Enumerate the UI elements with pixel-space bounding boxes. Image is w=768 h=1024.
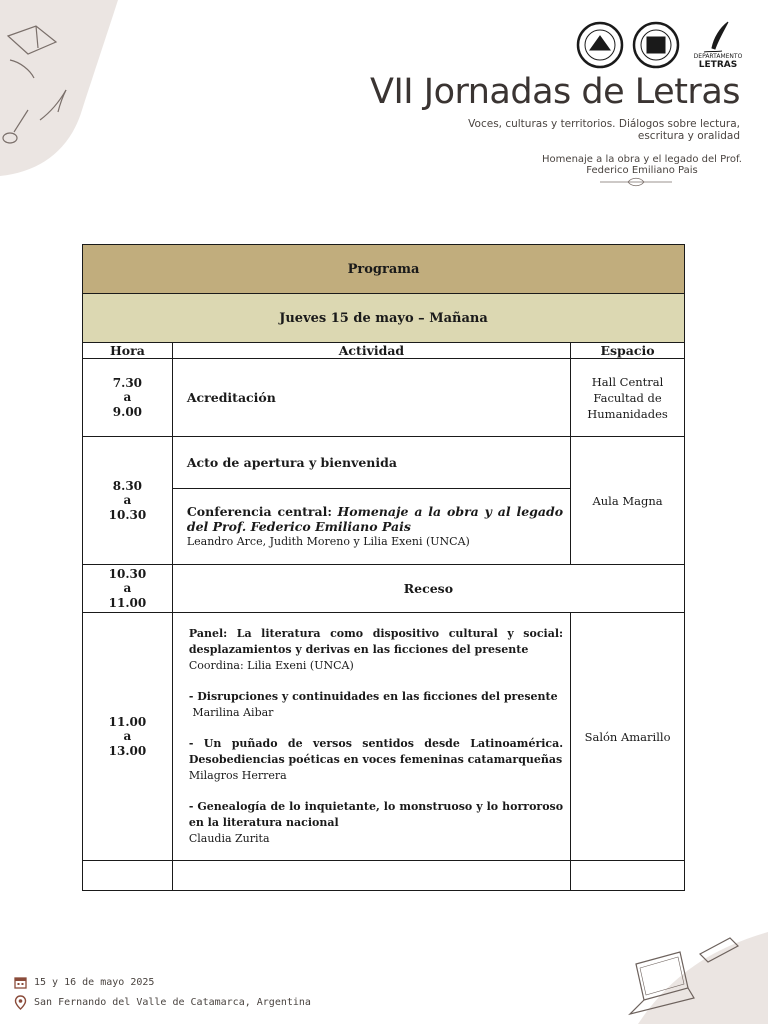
footer-location: San Fernando del Valle de Catamarca, Argentina [34, 996, 311, 1008]
table-row-apertura [83, 437, 685, 489]
panel-block: - Genealogía de lo inquietante, lo monstruoso y lo horroroso en la literatura nacional Claudia Zurita [188, 800, 564, 845]
espacio-cell: Aula Magna [571, 437, 685, 565]
table-row-empty [83, 861, 685, 891]
column-header-hora: Hora [83, 343, 173, 359]
conference-title: Homenaje a la obra y al legado del Prof. Federico Emiliano Pais [186, 504, 564, 534]
map-pin-icon [14, 995, 27, 1010]
espacio-cell: Hall Central Facultad de Humanidades [571, 359, 685, 437]
activity-receso: Receso [172, 565, 684, 613]
column-header-actividad: Actividad [172, 343, 570, 359]
department-logo-line1: DEPARTAMENTO [693, 53, 743, 60]
institution-logos [576, 18, 746, 72]
flourish-divider [598, 176, 674, 188]
program-heading: Programa [83, 245, 685, 294]
event-subtitle: Voces, culturas y territorios. Diálogos sobre lectura, escritura y oralidad [468, 118, 740, 142]
conference-label: Conferencia central: [186, 504, 332, 519]
hora-cell: 10.30 a 11.00 [83, 565, 173, 613]
panel-block: Panel: La literatura como dispositivo cultural y social: desplazamientos y derivas en las ficciones del presente Coordina: Lilia Exeni (UNCA) [188, 627, 564, 672]
decorative-laptop-illustration [608, 924, 768, 1024]
table-row-receso [83, 565, 685, 613]
espacio-cell: Salón Amarillo [571, 613, 685, 861]
day-heading: Jueves 15 de mayo – Mañana [83, 294, 685, 343]
university-seal-icon [578, 23, 622, 67]
activity-conferencia [172, 489, 570, 565]
table-row-acreditacion [83, 359, 685, 437]
decorative-corner-illustration [0, 0, 140, 180]
department-logo-line2: LETRAS [698, 60, 738, 70]
event-title: VII Jornadas de Letras [370, 72, 740, 112]
quill-icon [704, 22, 728, 52]
activity-panel [172, 613, 570, 861]
panel-block: - Disrupciones y continuidades en las ficciones del presente Marilina Aibar [188, 690, 558, 719]
footer-dates: 15 y 16 de mayo 2025 [34, 976, 155, 988]
faculty-seal-icon [634, 23, 678, 67]
program-table [82, 244, 685, 891]
hora-cell: 11.00 a 13.00 [83, 613, 173, 861]
conference-speakers: Leandro Arce, Judith Moreno y Lilia Exeni (UNCA) [186, 535, 470, 548]
table-row-panel [83, 613, 685, 861]
calendar-icon [14, 976, 27, 989]
homage-text: Homenaje a la obra y el legado del Prof. Federico Emiliano Pais [542, 154, 742, 176]
hora-cell: 7.30 a 9.00 [83, 359, 173, 437]
hora-cell: 8.30 a 10.30 [83, 437, 173, 565]
panel-block: - Un puñado de versos sentidos desde Latinoamérica. Desobediencias poéticas en voces femeninas catamarqueñas Milagros Herrera [188, 737, 564, 782]
activity-acreditacion: Acreditación [172, 359, 570, 437]
column-header-espacio: Espacio [571, 343, 685, 359]
activity-apertura: Acto de apertura y bienvenida [172, 437, 570, 489]
footer [14, 972, 311, 1012]
